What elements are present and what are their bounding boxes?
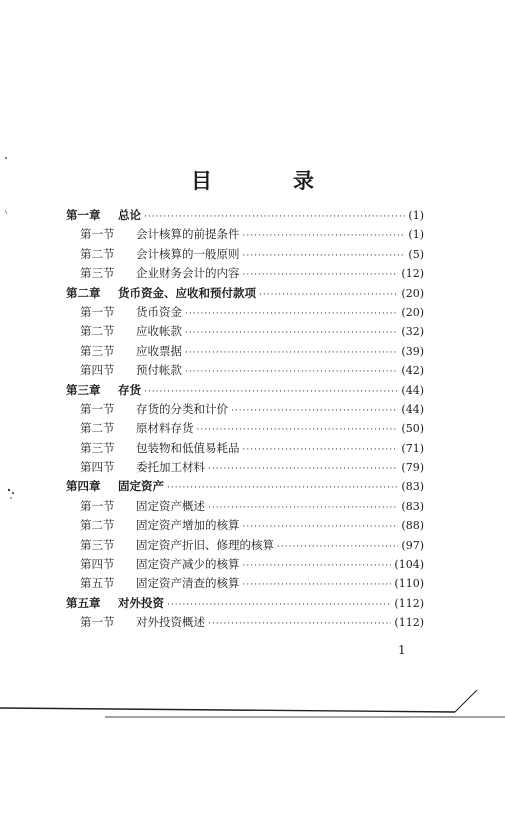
toc-entry-page: (104)	[394, 558, 424, 572]
toc-dot-leader	[231, 402, 398, 421]
toc-entry-title: 应收帐款	[136, 324, 182, 339]
toc-entry-title: 预付帐款	[136, 363, 182, 378]
toc-entry-page: (12)	[401, 267, 424, 281]
toc-entry-page: (110)	[394, 577, 424, 591]
toc-entry-title: 会计核算的一般原则	[136, 246, 240, 261]
toc-entry-title: 存货	[118, 382, 141, 397]
toc-dot-leader	[243, 557, 392, 576]
toc-entry-page: (39)	[401, 344, 424, 358]
toc-dot-leader	[277, 538, 398, 557]
toc-section-entry[interactable]	[66, 400, 424, 419]
toc-entry-title: 固定资产减少的核算	[136, 557, 240, 572]
toc-entry-page: (32)	[401, 325, 424, 339]
toc-entry-number: 第一节	[80, 227, 115, 242]
toc-entry-page: (5)	[408, 247, 424, 261]
toc-entry-number: 第三节	[80, 343, 115, 358]
toc-entry-title: 企业财务会计的内容	[136, 266, 240, 281]
toc-section-entry[interactable]	[66, 574, 424, 593]
toc-section-entry[interactable]	[66, 322, 424, 341]
toc-section-entry[interactable]	[66, 303, 424, 322]
toc-entry-title: 委托加工材料	[136, 460, 205, 475]
toc-entry-title: 货币资金、应收和预付款项	[118, 285, 256, 300]
toc-dot-leader	[243, 441, 399, 460]
toc-section-entry[interactable]	[66, 555, 424, 574]
toc-entry-title: 原材料存货	[136, 421, 194, 436]
toc-entry-page: (97)	[401, 538, 424, 552]
toc-entry-number: 第二节	[80, 518, 115, 533]
toc-entry-title: 应收票据	[136, 343, 182, 358]
toc-section-entry[interactable]	[66, 419, 424, 438]
toc-entry-title: 货币资金	[136, 304, 182, 319]
toc-dot-leader	[243, 576, 392, 595]
toc-chapter-entry[interactable]	[66, 594, 424, 613]
toc-section-entry[interactable]	[66, 613, 424, 632]
toc-entry-title: 会计核算的前提条件	[136, 227, 240, 242]
toc-entry-number: 第五节	[80, 576, 115, 591]
toc-entry-number: 第三节	[80, 440, 115, 455]
toc-entry-title: 固定资产折旧、修理的核算	[136, 537, 274, 552]
toc-entry-page: (20)	[401, 286, 424, 300]
toc-entry-page: (71)	[401, 441, 424, 455]
toc-entry-number: 第一节	[80, 615, 115, 630]
toc-entry-title: 固定资产概述	[136, 498, 205, 513]
toc-entry-page: (42)	[401, 364, 424, 378]
toc-dot-leader	[243, 227, 406, 246]
toc-entry-number: 第二章	[66, 285, 101, 300]
toc-chapter-entry[interactable]	[66, 284, 424, 303]
toc-entry-page: (44)	[401, 383, 424, 397]
toc-dot-leader	[185, 324, 398, 343]
toc-dot-leader	[243, 247, 406, 266]
toc-section-entry[interactable]	[66, 361, 424, 380]
toc-entry-title: 固定资产增加的核算	[136, 518, 240, 533]
toc-section-entry[interactable]	[66, 439, 424, 458]
toc-dot-leader	[208, 615, 391, 634]
toc-entry-page: (112)	[394, 616, 424, 630]
toc-entry-page: (1)	[408, 228, 424, 242]
toc-entry-number: 第二节	[80, 421, 115, 436]
toc-entry-title: 包装物和低值易耗品	[136, 440, 240, 455]
toc-entry-number: 第一章	[66, 208, 101, 222]
toc-entry-title: 固定资产清查的核算	[136, 576, 240, 591]
page-number: 1	[398, 643, 406, 657]
toc-section-entry[interactable]	[66, 264, 424, 283]
toc-chapter-entry[interactable]	[66, 206, 424, 225]
toc-entry-number: 第五章	[66, 595, 101, 610]
toc-dot-leader	[185, 305, 398, 324]
toc-entry-title: 总论	[118, 208, 141, 222]
toc-entry-page: (79)	[401, 461, 424, 475]
toc-entry-page: (88)	[401, 519, 424, 533]
toc-entry-number: 第三节	[80, 537, 115, 552]
toc-entry-number: 第二节	[80, 324, 115, 339]
toc-chapter-entry[interactable]	[66, 381, 424, 400]
toc-entry-title: 存货的分类和计价	[136, 401, 228, 416]
toc-entry-number: 第四节	[80, 557, 115, 572]
toc-entry-number: 第四节	[80, 460, 115, 475]
toc-entry-number: 第一节	[80, 401, 115, 416]
toc-entry-page: (50)	[401, 422, 424, 436]
toc-dot-leader	[208, 460, 398, 479]
toc-dot-leader	[259, 286, 398, 305]
toc-entry-title: 对外投资概述	[136, 615, 205, 630]
toc-section-entry[interactable]	[66, 458, 424, 477]
toc-section-entry[interactable]	[66, 245, 424, 264]
toc-entry-number: 第三章	[66, 382, 101, 397]
toc-dot-leader	[185, 363, 398, 382]
toc-entry-page: (1)	[408, 209, 424, 222]
toc-entry-number: 第四节	[80, 363, 115, 378]
toc-dot-leader	[243, 266, 399, 285]
toc-entry-page: (112)	[394, 596, 424, 610]
toc-section-entry[interactable]	[66, 225, 424, 244]
toc-entry-number: 第二节	[80, 246, 115, 261]
toc-section-entry[interactable]	[66, 342, 424, 361]
toc-entry-page: (83)	[401, 499, 424, 513]
toc-section-entry[interactable]	[66, 497, 424, 516]
toc-entry-page: (83)	[401, 480, 424, 494]
toc-entry-title: 对外投资	[118, 595, 164, 610]
toc-entry-number: 第一节	[80, 304, 115, 319]
toc-entry-number: 第一节	[80, 498, 115, 513]
toc-entry-page: (20)	[401, 305, 424, 319]
page-title: 目 录	[191, 169, 344, 193]
toc-entry-title: 固定资产	[118, 479, 164, 494]
toc-entry-page: (44)	[401, 402, 424, 416]
toc-entry-number: 第四章	[66, 479, 101, 494]
toc-entry-number: 第三节	[80, 266, 115, 281]
table-of-contents	[66, 206, 424, 633]
toc-section-entry[interactable]	[66, 536, 424, 555]
toc-dot-leader	[185, 344, 398, 363]
toc-chapter-entry[interactable]	[66, 477, 424, 496]
toc-section-entry[interactable]	[66, 516, 424, 535]
